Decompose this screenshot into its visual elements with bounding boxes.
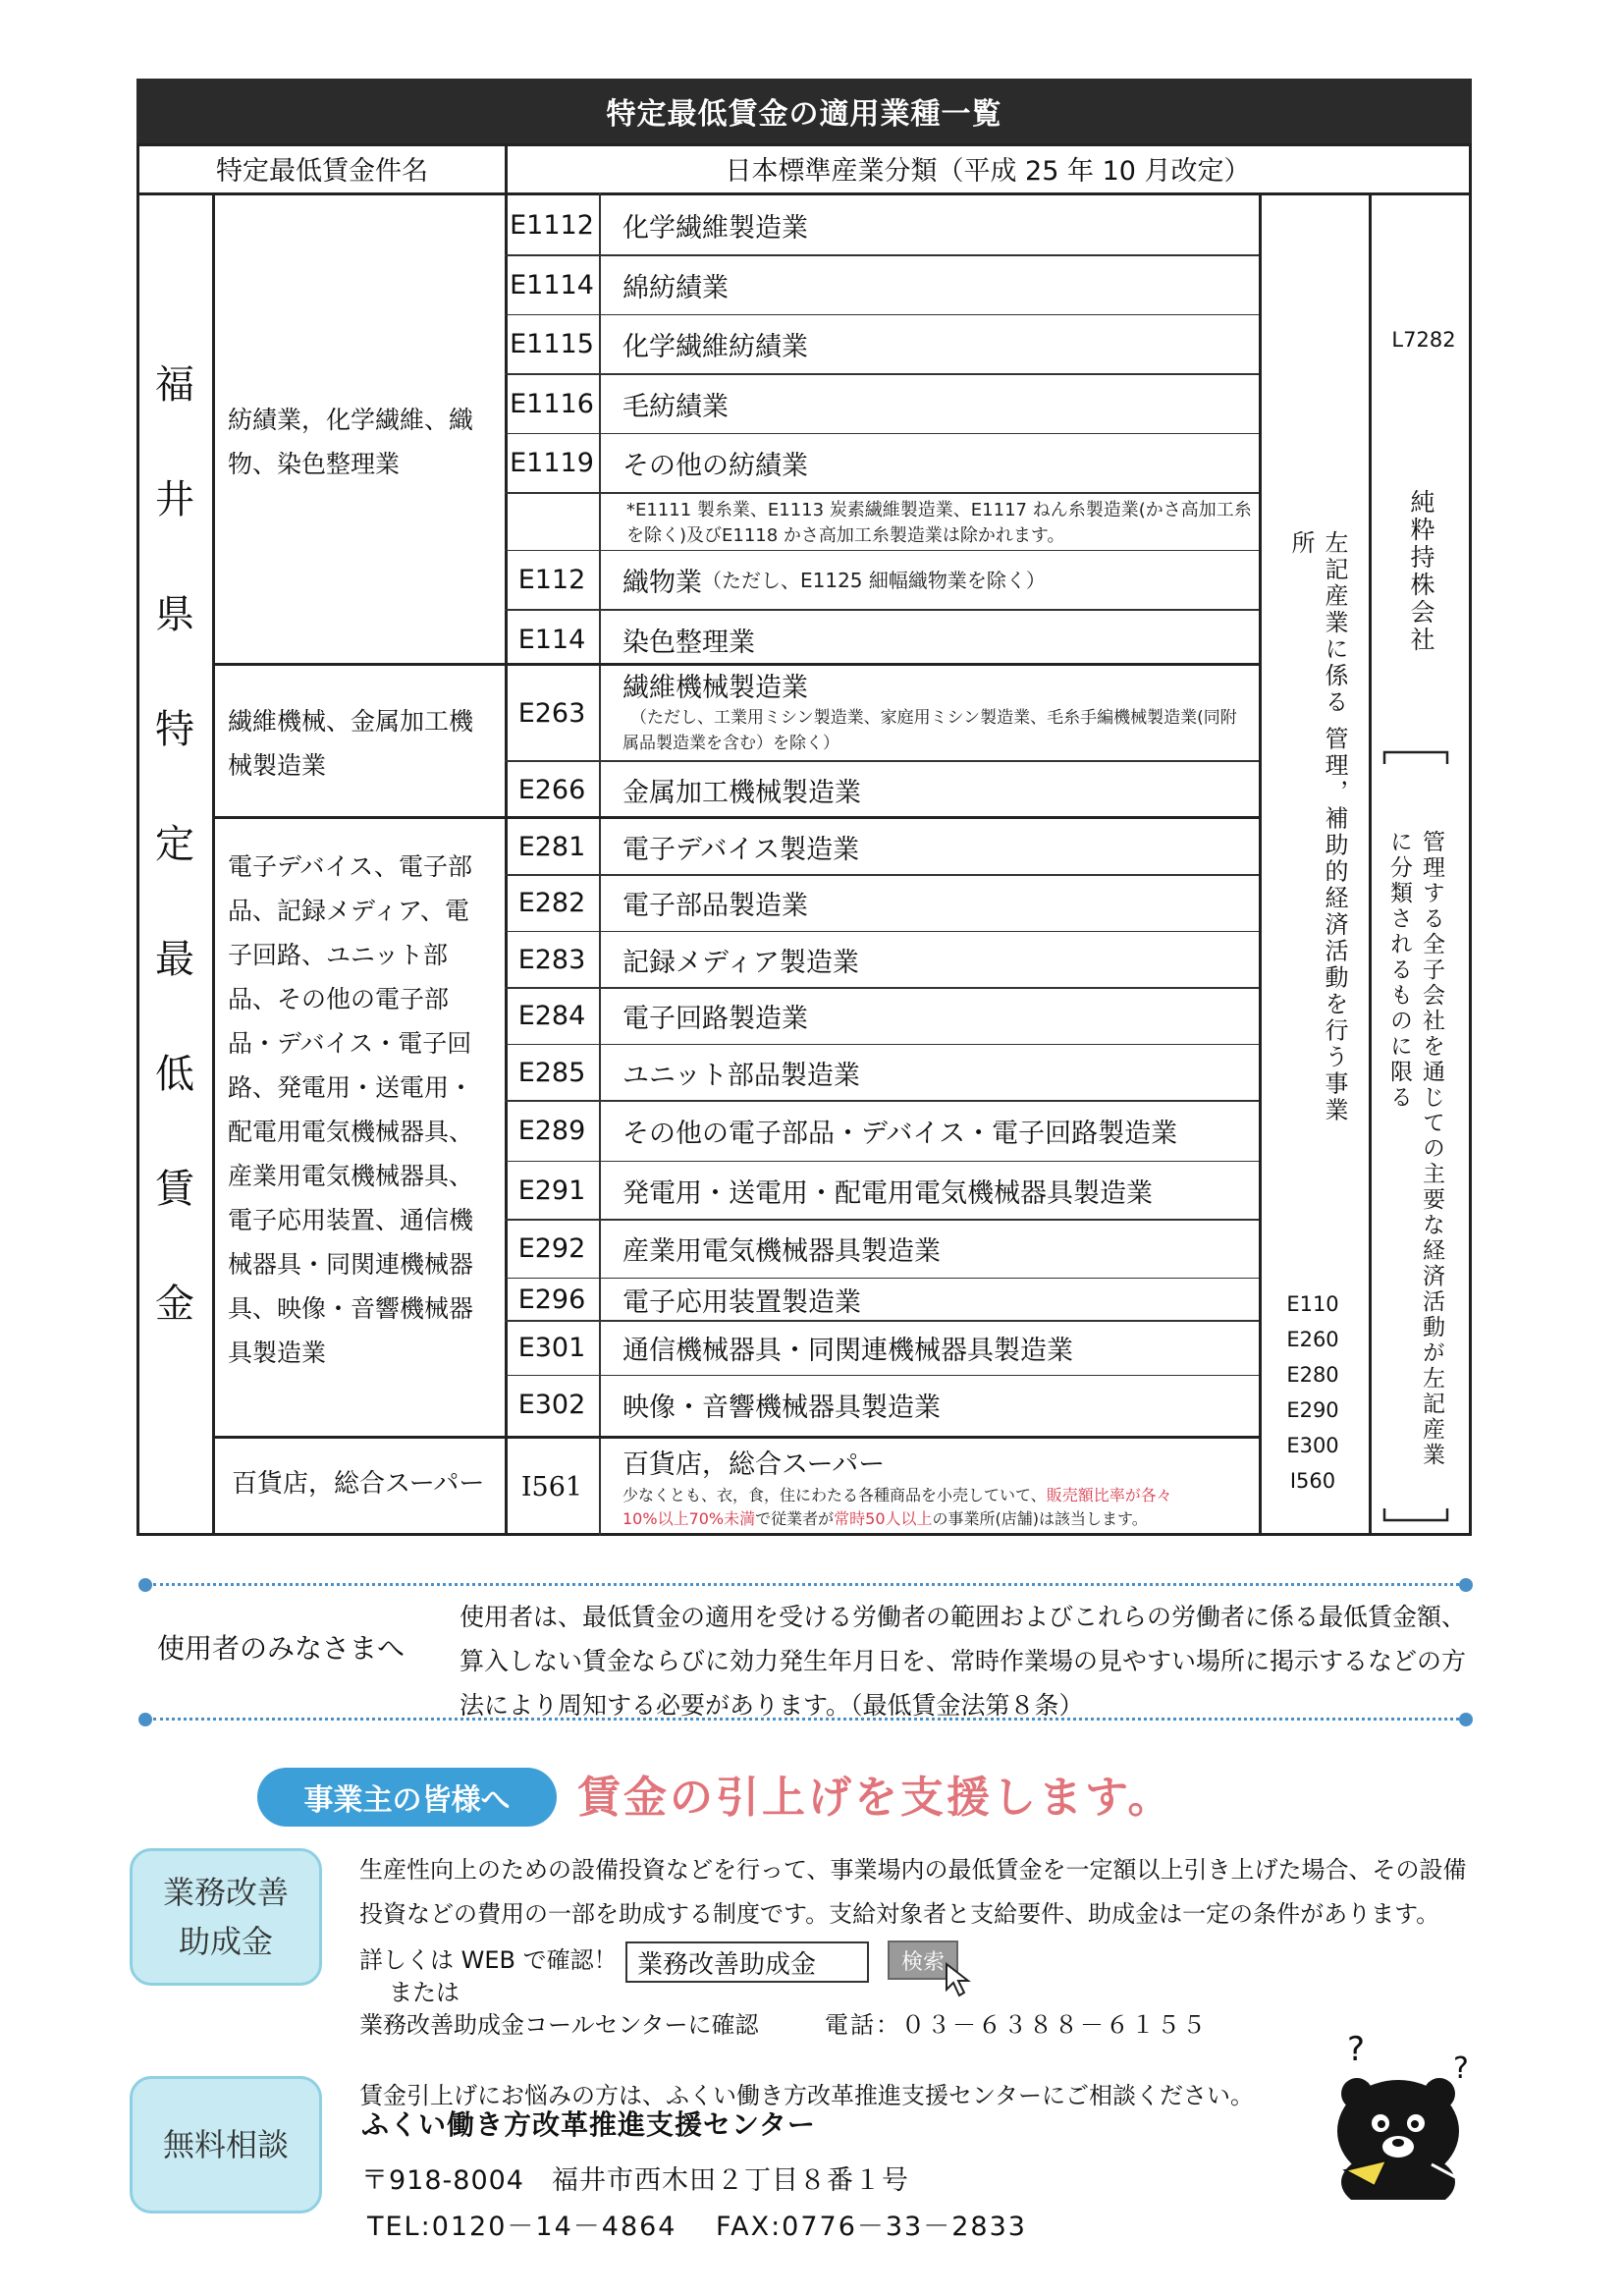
- wage-name-line: 品・デバイス・電子回: [228, 1029, 472, 1058]
- pref-char: 特: [155, 707, 194, 752]
- support-headline: 賃金の引上げを支援します。: [577, 1773, 1174, 1823]
- notice-line: 算入しない賃金ならびに効力発生年月日を、常時作業場の見やすい場所に掲示するなどの方: [460, 1647, 1467, 1675]
- department-store-note: [622, 1484, 1172, 1531]
- wage-name-line: 紡績業，化学繊維、織: [228, 406, 474, 434]
- industry-name: 綿紡績業: [622, 272, 729, 303]
- table-row: [505, 762, 1259, 818]
- note-line: *E1111 製糸業、E1113 炭素繊維製造業、E1117 ねん糸製造業(かさ高加工糸: [626, 499, 1252, 520]
- industry-code: E296: [517, 1284, 586, 1315]
- industry-name: 発電用・送電用・配電用電気機械器具製造業: [622, 1177, 1153, 1209]
- dotted-divider: [153, 1718, 1459, 1721]
- table-row: [505, 1279, 1259, 1320]
- prefecture-wage-label: [145, 354, 204, 1329]
- industry-name: 電子部品製造業: [622, 891, 808, 921]
- badge-line: 業務改善: [162, 1874, 289, 1911]
- wage-name-line: 繊維機械、金属加工機: [228, 707, 474, 736]
- industry-col-divider: [1259, 192, 1262, 1536]
- grant-line: 生産性向上のための設備投資などを行って、事業場内の最低賃金を一定額以上引き上げた場合、その設備: [359, 1856, 1467, 1884]
- wage-name-line: 産業用電気機械器具、: [228, 1162, 474, 1190]
- wage-name-textile: [228, 398, 503, 486]
- industry-code: E301: [517, 1333, 586, 1363]
- side-col-divider: [1369, 192, 1372, 1536]
- industry-code: E1119: [510, 448, 594, 478]
- industry-code: E1115: [510, 329, 594, 359]
- ancillary-code: E110: [1286, 1292, 1339, 1316]
- ancillary-codes: [1269, 1286, 1357, 1499]
- wage-name-line: 品、その他の電子部: [228, 985, 450, 1013]
- industry-name-sub: （ただし、工業用ミシン製造業、家庭用ミシン製造業、毛糸手編機械製造業(同附: [630, 708, 1237, 728]
- pref-char: 最: [155, 937, 194, 982]
- industry-name: 金属加工機械製造業: [622, 777, 861, 808]
- wage-name-line: 路、発電用・送電用・: [228, 1073, 474, 1102]
- wage-name-line: 配電用電気機械器具、: [228, 1118, 474, 1146]
- industry-code: E112: [517, 565, 586, 595]
- holding-name: 純粋持株会社: [1407, 489, 1435, 654]
- holding-code: L7282: [1391, 328, 1456, 352]
- industry-code: E283: [517, 944, 586, 975]
- industry-code: I561: [520, 1472, 583, 1503]
- pref-col-divider: [212, 192, 215, 1536]
- center-name: ふくい働き方改革推進支援センター: [361, 2108, 816, 2141]
- wage-name-line: 電子応用装置、通信機: [228, 1206, 474, 1234]
- wage-name-line: 具、映像・音響機械器: [228, 1294, 474, 1323]
- ancillary-activity-note: 左記産業に係る 管理，補助的経済活動を行う事業所: [1287, 530, 1348, 1124]
- industry-code: E291: [517, 1175, 586, 1206]
- note-part: 少なくとも、衣，食，住にわたる各種商品を小売していて、: [622, 1486, 1047, 1504]
- note-part-red: 販売額比率が各々: [1046, 1486, 1172, 1504]
- industry-name: 映像・音響機械器具製造業: [622, 1392, 941, 1423]
- table-row: [505, 1045, 1259, 1100]
- search-input[interactable]: 業務改善助成金: [625, 1941, 869, 1983]
- svg-text:?: ?: [1347, 2030, 1366, 2069]
- notice-line: 使用者は、最低賃金の適用を受ける労働者の範囲およびこれらの労働者に係る最低賃金額、: [460, 1603, 1467, 1631]
- industry-name: 化学繊維紡績業: [622, 332, 808, 362]
- dotted-divider: [153, 1583, 1459, 1586]
- header-col-divider: [505, 143, 508, 192]
- employer-pill: 事業主の皆様へ: [257, 1768, 557, 1827]
- ancillary-code: E280: [1286, 1363, 1339, 1387]
- industry-name-sub: 属品製造業を含む）を除く）: [622, 734, 839, 753]
- industry-name: [599, 1439, 1172, 1536]
- col-header-wage-name: 特定最低賃金件名: [216, 155, 428, 187]
- dot-marker: [138, 1713, 152, 1726]
- table-row: [505, 611, 1259, 669]
- group-machinery-rows: [505, 666, 1259, 818]
- industry-code: E289: [517, 1116, 586, 1146]
- table-row: [505, 434, 1259, 492]
- table-row: [505, 196, 1259, 254]
- center-address: 〒918-8004 福井市西木田２丁目８番１号: [361, 2165, 909, 2196]
- notice-line: 法により周知する必要があります。（最低賃金法第８条）: [460, 1691, 1084, 1720]
- group-electronics-rows: [505, 819, 1259, 1433]
- note-part: で従業者が: [755, 1509, 835, 1528]
- table-row: [505, 1102, 1259, 1161]
- industry-name: 毛紡績業: [622, 391, 729, 422]
- grant-line: 投資などの費用の一部を助成する制度です。支給対象者と支給要件、助成金は一定の条件があります。: [359, 1900, 1440, 1928]
- center-tel-fax: TEL:0120－14－4864 FAX:0776－33－2833: [367, 2212, 1027, 2242]
- dot-marker: [138, 1578, 152, 1592]
- table-row: [505, 666, 1259, 760]
- consult-badge: 無料相談: [130, 2076, 322, 2214]
- table-row: [505, 1376, 1259, 1433]
- note-part: の事業所(店舗)は該当します。: [932, 1509, 1148, 1528]
- ancillary-code: E260: [1286, 1328, 1339, 1351]
- industry-code: E114: [517, 624, 586, 655]
- industry-name: 電子デバイス製造業: [622, 834, 860, 865]
- bear-mascot-icon: [1316, 2013, 1492, 2200]
- notice-label: 使用者のみなさまへ: [157, 1632, 406, 1665]
- header-divider: [136, 192, 1472, 195]
- table-row: [505, 1162, 1259, 1219]
- holding-condition-note: 管理する全子会社を通じての主要な経済活動が左記産業に分類されるものに限る: [1386, 830, 1444, 1468]
- or-text: または: [389, 1979, 460, 2006]
- industry-name: 化学繊維製造業: [622, 213, 808, 244]
- pref-char: 県: [155, 592, 194, 637]
- wage-name-machinery: [228, 699, 503, 788]
- industry-name: 電子回路製造業: [622, 1004, 808, 1034]
- industry-code: E263: [517, 697, 586, 729]
- industry-code: E1116: [510, 388, 594, 419]
- industry-name-text: 繊維機械製造業: [622, 673, 808, 703]
- table-row: [505, 876, 1259, 931]
- web-prompt: 詳しくは WEB で確認！: [359, 1946, 618, 1974]
- group-department-store-rows: [505, 1439, 1259, 1536]
- industry-name: その他の電子部品・デバイス・電子回路製造業: [622, 1119, 1178, 1149]
- industry-name: 産業用電気機械器具製造業: [622, 1236, 941, 1267]
- industry-name-text: 百貨店，総合スーパー: [622, 1449, 886, 1480]
- ancillary-code: E290: [1286, 1398, 1339, 1422]
- pref-char: 低: [155, 1052, 194, 1097]
- pref-char: 福: [155, 362, 194, 408]
- industry-name: [599, 551, 1046, 609]
- wage-name-line: 具製造業: [228, 1339, 327, 1367]
- industry-name: 染色整理業: [622, 627, 755, 658]
- wage-name-line: 品、記録メディア、電: [228, 897, 470, 925]
- table-row: [505, 256, 1259, 314]
- industry-code: E266: [517, 774, 586, 805]
- industry-code: E292: [517, 1233, 586, 1264]
- table-row: [505, 989, 1259, 1044]
- industry-code: E282: [517, 888, 586, 918]
- industry-code: E285: [517, 1057, 586, 1088]
- table-row: [505, 819, 1259, 874]
- exclusion-note: [505, 494, 1259, 550]
- table-title: 特定最低賃金の適用業種一覧: [136, 79, 1472, 143]
- industry-name: [599, 666, 1237, 760]
- industry-name: その他の紡績業: [622, 451, 808, 481]
- wage-name-line: 械器具・同関連機械器: [228, 1250, 474, 1279]
- table-row: [505, 932, 1259, 987]
- industry-name: 記録メディア製造業: [622, 947, 859, 978]
- svg-text:?: ?: [1453, 2051, 1469, 2086]
- table-row: [505, 1439, 1259, 1536]
- industry-name-text: 織物業: [622, 568, 702, 598]
- wage-name-electronics: [228, 845, 503, 1375]
- ancillary-code: I560: [1289, 1469, 1336, 1493]
- table-row: [505, 315, 1259, 373]
- badge-line: 助成金: [178, 1923, 273, 1960]
- table-row: [505, 375, 1259, 433]
- phone-number: 電話：０３－６３８８－６１５５: [825, 2011, 1208, 2039]
- industry-name-sub: （ただし、E1125 細幅織物業を除く）: [702, 568, 1046, 592]
- industry-code: E1114: [510, 269, 594, 301]
- industry-name: 通信機械器具・同関連機械器具製造業: [622, 1336, 1073, 1366]
- note-part-red: 10%以上70%未満: [622, 1509, 756, 1528]
- industry-code: E1112: [510, 210, 594, 241]
- notice-text: [460, 1595, 1476, 1727]
- col-header-industry-class: 日本標準産業分類（平成 25 年 10 月改定）: [725, 155, 1251, 187]
- industry-code: E284: [517, 1001, 586, 1031]
- ancillary-code: E300: [1286, 1434, 1339, 1457]
- cursor-arrow-icon: [943, 1960, 986, 1999]
- call-center: 業務改善助成金コールセンターに確認: [359, 2011, 759, 2039]
- note-line: を除く)及びE1118 かさ高加工糸製造業は除かれます。: [626, 524, 1065, 546]
- grant-description: [359, 1848, 1479, 1937]
- wage-name-line: 物、染色整理業: [228, 450, 401, 478]
- dot-marker: [1459, 1713, 1473, 1726]
- pref-char: 井: [155, 477, 194, 522]
- wage-name-line: 電子デバイス、電子部: [228, 852, 473, 881]
- note-part-red: 常時50人以上: [834, 1509, 933, 1528]
- group-textile-rows: [505, 196, 1259, 669]
- table-row: [505, 1322, 1259, 1375]
- industry-code: E281: [517, 831, 586, 862]
- search-button[interactable]: 検索: [888, 1941, 958, 1980]
- pref-char: 金: [155, 1282, 194, 1327]
- pref-char: 賃: [155, 1167, 194, 1212]
- table-row: [505, 1221, 1259, 1278]
- dot-marker: [1459, 1578, 1473, 1592]
- industry-name: 電子応用装置製造業: [622, 1286, 861, 1318]
- industry-code: E302: [517, 1389, 586, 1420]
- pref-char: 定: [155, 822, 194, 867]
- consult-text: 賃金引上げにお悩みの方は、ふくい働き方改革推進支援センターにご相談ください。: [359, 2082, 1255, 2109]
- wage-name-line: 子回路、ユニット部: [228, 941, 449, 969]
- grant-badge: [130, 1848, 322, 1986]
- table-row: [505, 551, 1259, 609]
- wage-name-department-store: 百貨店，総合スーパー: [232, 1469, 485, 1499]
- wage-name-line: 械製造業: [228, 751, 327, 780]
- industry-name: ユニット部品製造業: [622, 1060, 860, 1091]
